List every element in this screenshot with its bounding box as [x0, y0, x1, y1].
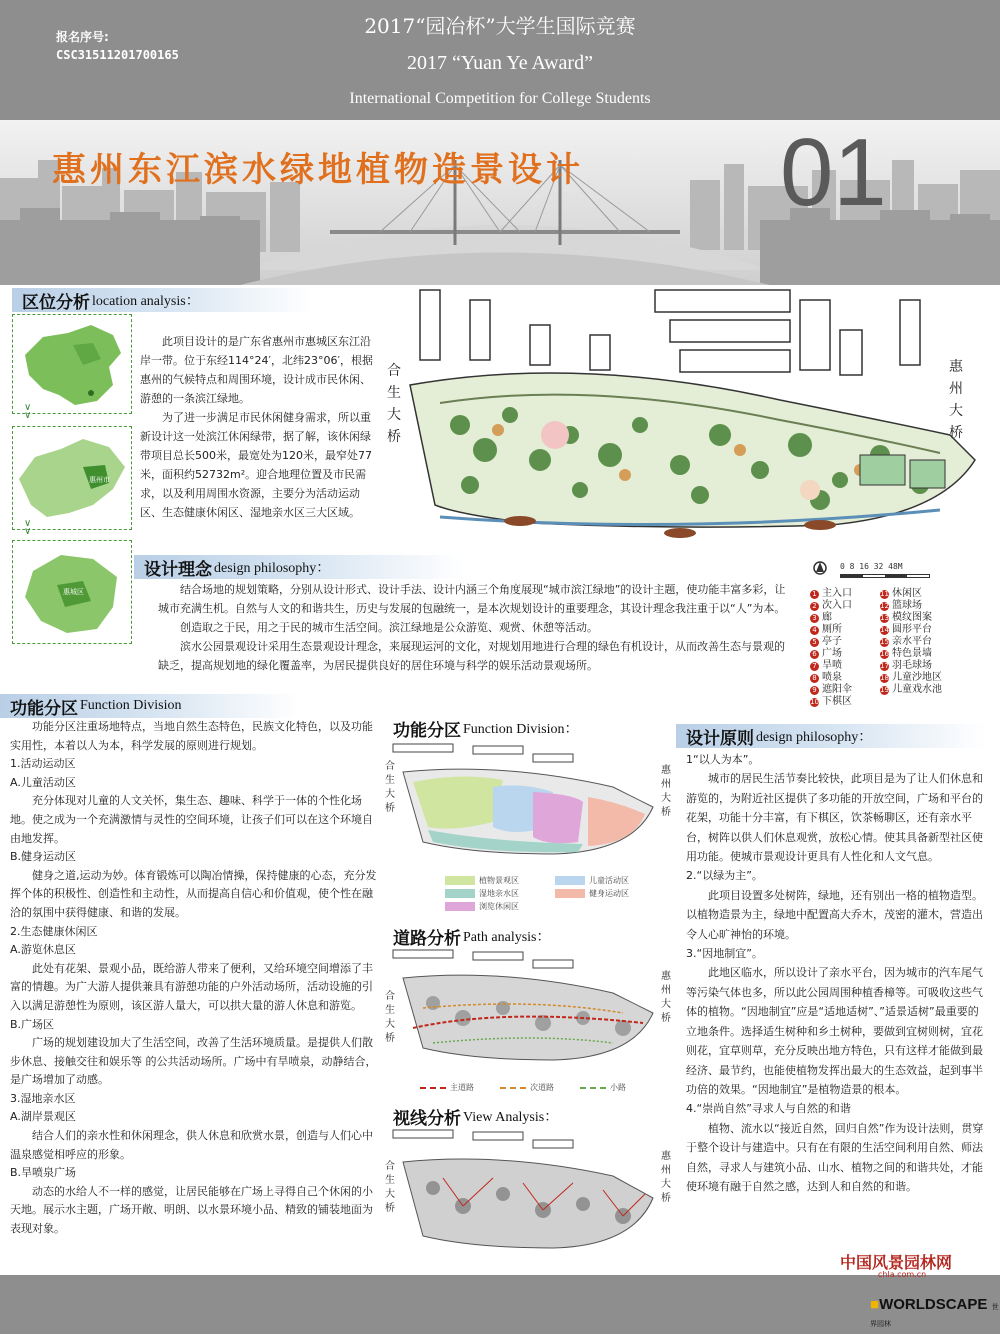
legend-item [810, 612, 852, 624]
map-legend-item [555, 875, 665, 886]
function-map-legend [445, 875, 675, 914]
text-line: 植物、流水以“接近自然，回归自然”作为设计法则，贯穿于整个设计与建造中。只有在有限的生活空间利用自然、师法自然，寻求人与建筑小品、山水、植物之间的和谐共处，才能使环境有融于自然之感，达到人和自然的和谐。 [686, 1121, 984, 1193]
location-heading [12, 288, 312, 312]
legend-number-badge: 15 [880, 637, 889, 646]
philosophy-heading [134, 555, 464, 579]
text-line: 3.“因地制宜”。 [686, 947, 763, 961]
legend-label: 圆形平台 [892, 624, 932, 635]
principles-text [686, 750, 986, 1196]
legend-swatch [445, 876, 475, 885]
text-line: 1“以人为本”。 [686, 753, 760, 766]
footer-bar [0, 1275, 1000, 1334]
legend-item [810, 648, 852, 660]
hesheng-bridge-label: 合生大桥 [387, 363, 401, 445]
legend-item [810, 660, 852, 672]
huicheng-map-box [12, 540, 132, 644]
legend-label: 亭子 [822, 636, 842, 647]
legend-label: 厕所 [822, 624, 842, 635]
legend-number-badge: 13 [880, 613, 889, 622]
legend-number-badge: 5 [810, 638, 819, 647]
legend-item [880, 624, 942, 636]
legend-number-badge: 8 [810, 674, 819, 683]
principles-heading [676, 724, 986, 748]
location-paragraph: 为了进一步满足市民休闲健身需求，所以重新设计这一处滨江休闲绿带，据了解，该休闲绿带项目总长500米，最宽处为120米，最窄处77米，面积约52732m²。迎合地理位置及市民需求，以及利用周围水资源，主要分为活动运动区、生态健康休闲区、湿地亲水区三大区域。 [140, 411, 372, 519]
map-legend-item [420, 1082, 500, 1093]
text-line: 此处有花架、景观小品，既给游人带来了便利，又给环境空间增添了丰富的情趣。为广大游人提供兼具有游憩功能的户外活动场所，活动设施的引入以满足游憩性为原则，该区游人量大，可以拱大量的游人休息和游览。 [10, 961, 373, 1012]
legend-item [810, 624, 852, 636]
principles-heading-en: design philosophy： [756, 730, 873, 745]
hesheng-bridge-label: 合生大桥 [385, 1161, 395, 1214]
competition-subtitle-en: International Competition for College Students [349, 90, 651, 107]
text-line: 结合人们的亲水性和休闲理念，供人休息和欣赏水景，创造与人们心中温泉感觉相呼应的形象。 [10, 1129, 373, 1161]
chevron-down-icon: ∨ ∨ [24, 402, 32, 421]
legend-number-badge: 10 [810, 697, 819, 706]
legend-item [880, 648, 942, 660]
legend-label: 特色景墙 [892, 648, 932, 659]
legend-item [880, 588, 942, 600]
legend-number-badge: 1 [810, 590, 819, 599]
legend-label: 儿童沙地区 [892, 672, 942, 683]
registration-number: CSC31511201700165 [56, 48, 179, 62]
legend-label: 遮阳伞 [822, 684, 852, 695]
legend-number-badge: 18 [880, 673, 889, 682]
function-text [10, 718, 380, 1239]
view-map-heading-cn: 视线分析 [393, 1108, 461, 1129]
function-map-heading-en: Function Division： [463, 722, 579, 737]
legend-label: 广场 [822, 648, 842, 659]
path-analysis-map [383, 948, 673, 1073]
philosophy-paragraph: 结合场地的规划策略，分别从设计形式、设计手法、设计内涵三个角度展现“城市滨江绿地”的设计主题，使功能丰富多彩，让城市充满生机。自然与人文的和谐共生，历史与发展的包融统一，是本次规划设计的重要理念，其设计理念我注重于以“人”为本。 [158, 583, 786, 615]
legend-item [810, 588, 852, 600]
guangdong-map [13, 427, 131, 529]
legend-swatch [555, 889, 585, 898]
china-map [13, 315, 131, 413]
legend-label: 小路 [610, 1083, 626, 1092]
path-map-heading-cn: 道路分析 [393, 928, 461, 949]
text-line: A.湖岸景观区 [10, 1110, 76, 1124]
legend-label: 次道路 [530, 1083, 554, 1092]
legend-label: 模纹图案 [892, 612, 932, 623]
legend-item [810, 696, 852, 708]
function-heading-cn: 功能分区 [10, 698, 78, 719]
plan-legend-left [810, 588, 852, 708]
legend-item [880, 684, 942, 696]
huizhou-bridge-label: 惠州大桥 [661, 765, 671, 818]
legend-item [880, 612, 942, 624]
legend-number-badge: 7 [810, 662, 819, 671]
legend-number-badge: 12 [880, 601, 889, 610]
text-line: 此项目设置多处树阵，绿地，还有别出一格的植物造型。以植物造景为主，绿地中配置高大乔木，茂密的灌木，营造出令人心旷神怡的环境。 [686, 888, 983, 941]
location-heading-cn: 区位分析 [22, 292, 90, 313]
legend-label: 浏览休闲区 [479, 902, 519, 911]
legend-swatch [445, 902, 475, 911]
legend-number-badge: 11 [880, 589, 889, 598]
legend-label: 下棋区 [822, 696, 852, 707]
text-line: B.旱喷泉广场 [10, 1166, 77, 1180]
huicheng-district-label: 惠城区 [63, 588, 84, 596]
watermark-logo: 中国风景园林网 [840, 1253, 953, 1272]
legend-label: 儿童活动区 [589, 876, 629, 885]
project-title: 惠州东江滨水绿地植物造景设计 [52, 150, 584, 190]
legend-label: 儿童戏水池 [892, 684, 942, 695]
legend-item [810, 636, 852, 648]
huizhou-city-label: 惠州市 [89, 476, 110, 484]
text-line: 2.“以绿为主”。 [686, 869, 763, 883]
text-line: A.儿童活动区 [10, 775, 76, 789]
text-line: 充分体现对儿童的人文关怀，集生态、趣味、科学于一体的个性化场地。使之成为一个充满激情与灵性的空间环境，让孩子们可以在这个环境自由地发挥。 [10, 794, 373, 845]
map-legend-item [445, 901, 555, 912]
view-map-heading [383, 1104, 613, 1128]
function-map-heading-cn: 功能分区 [393, 720, 461, 741]
competition-title-cn: 2017“园冶杯”大学生国际竞赛 [364, 14, 636, 38]
philosophy-paragraph: 滨水公园景观设计采用生态景观设计理念，来展现运河的文化，对规划用地进行合理的绿色有机设计，从而改善生态与景观的缺乏，提高规划地的绿化覆盖率，为居民提供良好的居住环境与科学的娱乐活动景观场所。 [158, 640, 785, 672]
function-heading-en: Function Division [80, 698, 182, 713]
master-plan-drawing [380, 285, 1000, 575]
legend-number-badge: 17 [880, 661, 889, 670]
scale-bar: 0 8 16 32 48M [840, 562, 903, 571]
function-map-heading [383, 716, 613, 740]
principles-heading-cn: 设计原则 [686, 728, 754, 749]
location-heading-en: location analysis： [92, 294, 200, 309]
location-paragraph: 此项目设计的是广东省惠州市惠城区东江沿岸一带。位于东经114°24′，北纬23°06′，根据惠州的气候特点和周围环境，设计成市民休闲、游憩的一条滨江绿地。 [140, 335, 373, 405]
legend-label: 主道路 [450, 1083, 474, 1092]
header-bar [0, 0, 1000, 120]
legend-number-badge: 6 [810, 650, 819, 659]
guangdong-map-box [12, 426, 132, 530]
map-legend-item [500, 1082, 580, 1093]
legend-label: 旱喷 [822, 660, 842, 671]
function-zoning-map [383, 742, 673, 867]
path-map-heading [383, 924, 613, 948]
text-line: 功能分区注重场地特点，当地自然生态特色，民族文化特色，以及功能实用性，本着以人为本，科学发展的原则进行规划。 [10, 720, 373, 752]
legend-number-badge: 16 [880, 649, 889, 658]
map-legend-item [580, 1082, 660, 1093]
legend-label: 羽毛球场 [892, 660, 932, 671]
legend-swatch [580, 1087, 606, 1089]
page-number: 01 [780, 119, 887, 226]
text-line: B.广场区 [10, 1017, 55, 1031]
text-line: 4.“崇尚自然”寻求人与自然的和谐 [686, 1102, 851, 1116]
worldscape-sub: 世界园林 [870, 1304, 999, 1328]
legend-label: 亲水平台 [892, 636, 932, 647]
map-legend-item [445, 875, 555, 886]
china-map-box [12, 314, 132, 414]
map-legend-item [445, 888, 555, 899]
huizhou-bridge-label: 惠州大桥 [949, 359, 963, 441]
huizhou-bridge-label: 惠州大桥 [661, 971, 671, 1024]
legend-label: 篮球场 [892, 600, 922, 611]
legend-number-badge: 9 [810, 686, 819, 695]
location-text [140, 332, 376, 522]
legend-label: 喷泉 [822, 672, 842, 683]
view-map-heading-en: View Analysis： [463, 1110, 559, 1125]
worldscape-logo [870, 1296, 1000, 1330]
philosophy-heading-en: design philosophy： [214, 561, 331, 576]
watermark-url: chla.com.cn [878, 1270, 927, 1279]
text-line: A.游览休息区 [10, 943, 76, 957]
plan-legend-right [880, 588, 942, 696]
legend-label: 健身运动区 [589, 889, 629, 898]
hesheng-bridge-label: 合生大桥 [385, 761, 395, 814]
text-line: 1.活动运动区 [10, 757, 76, 771]
text-line: 城市的居民生活节奏比较快，此项目是为了让人们休息和游览的，为附近社区提供了多功能的开放空间，广场和平台的花架，功能十分丰富，有下棋区，饮茶畅聊区，还有亲水平台，树阵以供人们休息观赏，放松心情。使其具备新型社区使用功能。使城市景观设计更具有人性化和人文气息。 [686, 772, 983, 864]
huizhou-bridge-label: 惠州大桥 [661, 1151, 671, 1204]
legend-label: 主入口 [822, 588, 852, 599]
hesheng-bridge-label: 合生大桥 [385, 991, 395, 1044]
philosophy-heading-cn: 设计理念 [144, 559, 212, 580]
legend-item [810, 672, 852, 684]
function-heading [0, 694, 300, 718]
legend-item [880, 660, 942, 672]
text-line: B.健身运动区 [10, 850, 77, 864]
path-map-legend [420, 1082, 670, 1095]
legend-swatch [500, 1087, 526, 1089]
competition-title-en: 2017 “Yuan Ye Award” [407, 52, 593, 74]
text-line: 此地区临水，所以设计了亲水平台，因为城市的汽车尾气等污染气体也多，所以此公园周围种植香樟等。可吸收这些气体的植物。“因地制宜”应是“适地适树”、”适景适树”最重要的立地条件。选择适生树种和乡土树种，要做到宜树则树，宜花则花，宜草则草，充分反映出地方特色，只有这样才能做到最经济、最节约，也能使植物发挥出最大的生态效益，起到事半功倍的效果。“因地制宜”是植物造景的根本。 [686, 966, 983, 1096]
legend-label: 廊 [822, 612, 832, 623]
legend-label: 湿地亲水区 [479, 889, 519, 898]
legend-number-badge: 4 [810, 626, 819, 635]
legend-swatch [420, 1087, 446, 1089]
legend-number-badge: 14 [880, 625, 889, 634]
map-legend-item [555, 888, 665, 899]
registration-label: 报名序号: [56, 30, 109, 44]
legend-number-badge: 2 [810, 602, 819, 611]
legend-item [810, 600, 852, 612]
view-analysis-map [383, 1128, 673, 1263]
legend-label: 植物景观区 [479, 876, 519, 885]
legend-number-badge: 3 [810, 614, 819, 623]
legend-swatch [445, 889, 475, 898]
chevron-down-icon: ∨ ∨ [24, 518, 32, 537]
legend-label: 次入口 [822, 600, 852, 611]
text-line: 3.湿地亲水区 [10, 1091, 76, 1105]
scale-bar-graphic [840, 574, 930, 578]
worldscape-mark-icon: ■ [870, 1296, 880, 1313]
text-line: 健身之道,运动为妙。体育锻炼可以陶冶情操，保持健康的心态，充分发挥个体的积极性、创造性和主动性，从而提高自信心和价值观，使个性在融洽的氛围中获得健康、和谐的发展。 [10, 868, 377, 919]
legend-item [880, 600, 942, 612]
legend-item [880, 636, 942, 648]
text-line: 动态的水给人不一样的感觉，让居民能够在广场上寻得自己个休闲的小天地。展示水主题，广场开敞、明朗、以水景环境小品、精致的铺装地面为表现对象。 [10, 1184, 373, 1236]
legend-label: 休闲区 [892, 588, 922, 599]
philosophy-text [158, 580, 790, 675]
legend-item [810, 684, 852, 696]
legend-item [880, 672, 942, 684]
philosophy-paragraph: 创造取之于民，用之于民的城市生活空间。滨江绿地是公众游览、观赏、休憩等活动。 [180, 621, 598, 634]
path-map-heading-en: Path analysis： [463, 930, 551, 945]
text-line: 广场的规划建设加大了生活空间，改善了生活环境质量。是提供人们散步休息、接触交往和娱乐等 的公共活动场所。广场中有旱喷泉，动静结合，是广场增加了动感。 [10, 1036, 377, 1087]
worldscape-brand: WORLDSCAPE [879, 1296, 988, 1313]
legend-swatch [555, 876, 585, 885]
text-line: 2.生态健康休闲区 [10, 924, 98, 938]
legend-number-badge: 19 [880, 685, 889, 694]
